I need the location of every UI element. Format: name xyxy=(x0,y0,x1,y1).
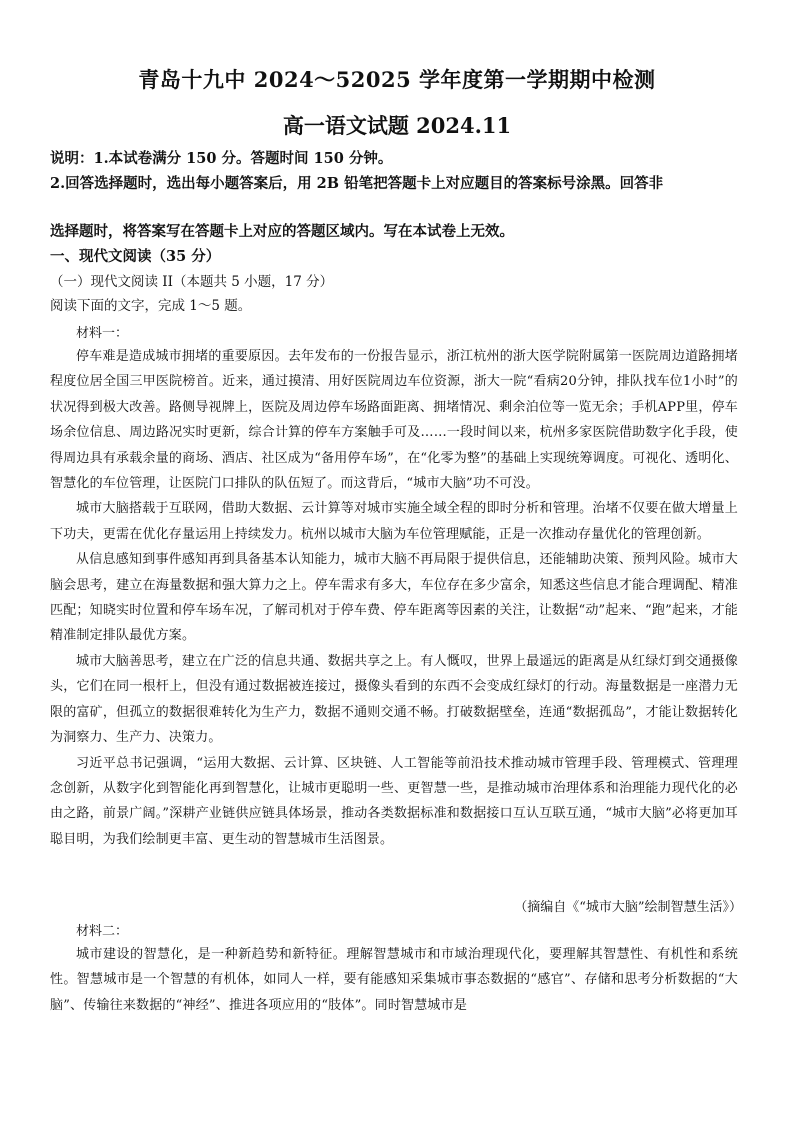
section-heading: 一、现代文阅读（35 分） xyxy=(50,248,221,265)
instruction-line-2: 2.回答选择题时，选出每小题答案后，用 2B 铅笔把答题卡上对应题目的答案标号涂黑。回答非 xyxy=(50,175,664,192)
material-1-source: （摘编自《“城市大脑”绘制智慧生活》） xyxy=(514,900,742,915)
material-2-label: 材料二： xyxy=(76,924,129,939)
material-1-body xyxy=(50,344,738,852)
exam-subtitle: 高一语文试题 2024.11 xyxy=(282,113,512,138)
section-subheading: （一）现代文阅读 II（本题共 5 小题，17 分） xyxy=(50,274,334,290)
instruction-line-1: 说明：1.本试卷满分 150 分。答题时间 150 分钟。 xyxy=(50,150,393,167)
reading-direction: 阅读下面的文字，完成 1～5 题。 xyxy=(50,298,252,314)
material-1-paragraph: 城市大脑搭载于互联网，借助大数据、云计算等对城市实施全域全程的即时分析和管理。治堵不仅要在做大增量上下功夫，更需在优化存量运用上持续发力。杭州以城市大脑为车位管理赋能，正是一次推动存量优化的管理创新。 xyxy=(50,501,738,542)
material-2-body xyxy=(50,942,738,1018)
material-1-paragraph: 城市大脑善思考，建立在广泛的信息共通、数据共享之上。有人慨叹，世界上最遥远的距离是从红绿灯到交通摄像头，它们在同一根杆上，但没有通过数据被连接过，摄像头看到的东西不会变成红绿灯的行动。海量数据是一座潜力无限的富矿，但孤立的数据很难转化为生产力，数据不通则交通不畅。打破数据壁垒，连通“数据孤岛”，才能让数据转化为洞察力、生产力、决策力。 xyxy=(50,653,738,746)
material-1-paragraph: 停车难是造成城市拥堵的重要原因。去年发布的一份报告显示，浙江杭州的浙大医学院附属第一医院周边道路拥堵程度位居全国三甲医院榜首。近来，通过摸清、用好医院周边车位资源，浙大一院“看病20分钟，排队找车位1小时”的状况得到极大改善。路侧导视牌上，医院及周边停车场路面距离、拥堵情况、剩余泊位等一览无余；手机APP里，停车场余位信息、周边路况实时更新，综合计算的停车方案触手可及……一段时间以来，杭州多家医院借助数字化手段，使得周边具有承载余量的商场、酒店、社区成为“备用停车场”，在“化零为整”的基础上实现统筹调度。可视化、透明化、智慧化的车位管理，让医院门口排队的队伍短了。而这背后，“城市大脑”功不可没。 xyxy=(50,349,738,492)
exam-title: 青岛十九中 2024～52025 学年度第一学期期中检测 xyxy=(138,67,656,92)
material-1-label: 材料一： xyxy=(76,326,129,341)
material-1-paragraph: 习近平总书记强调，“运用大数据、云计算、区块链、人工智能等前沿技术推动城市管理手段、管理模式、管理理念创新，从数字化到智能化再到智慧化，让城市更聪明一些、更智慧一些，是推动城市治理体系和治理能力现代化的必由之路，前景广阔。”深耕产业链供应链具体场景，推动各类数据标准和数据接口互认互联互通，“城市大脑”必将更加耳聪目明，为我们绘制更丰富、更生动的智慧城市生活图景。 xyxy=(50,755,738,847)
material-2-paragraph: 城市建设的智慧化，是一种新趋势和新特征。理解智慧城市和市域治理现代化，要理解其智慧性、有机性和系统性。智慧城市是一个智慧的有机体，如同人一样，要有能感知采集城市事态数据的“感官”、存储和思考分析数据的“大脑”、传输往来数据的“神经”、推进各项应用的“肢体”。同时智慧城市是 xyxy=(50,947,738,1013)
instruction-line-3: 选择题时，将答案写在答题卡上对应的答题区域内。写在本试卷上无效。 xyxy=(50,223,514,240)
material-1-paragraph: 从信息感知到事件感知再到具备基本认知能力，城市大脑不再局限于提供信息，还能辅助决策、预判风险。城市大脑会思考，建立在海量数据和强大算力之上。停车需求有多大，车位存在多少富余，知悉这些信息才能合理调配、精准匹配；知晓实时位置和停车场车况，了解司机对于停车费、停车距离等因素的关注，让数据“动”起来、“跑”起来，才能精准制定排队最优方案。 xyxy=(50,552,738,644)
